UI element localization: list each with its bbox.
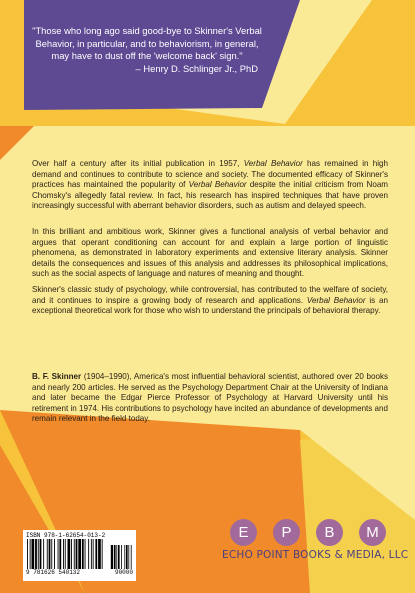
p1-text-start: Over half a century after its initial publication in 1957, [32, 159, 244, 168]
description-paragraph-3 [32, 285, 388, 317]
p3-text-start: Skinner's classic study of psychology, while controversial, has contributed to the welfare of society, and it continues to inspire a growing body of research and applications. [32, 285, 388, 305]
publisher-name: ECHO POINT BOOKS & MEDIA, LLC [222, 549, 409, 561]
description-paragraph-2: In this brilliant and ambitious work, Skinner gives a functional analysis of verbal behavior and argues that operant conditioning can account for and explain a large portion of linguistic phenomena, as demonstrated in laboratory experiments and extensive literary analysis. Skinner details the consequences and issues of this analysis and addresses its philosophical implications, such as the social aspects of language and natures of meaning and thought. [32, 227, 388, 279]
barcode-digits-row [26, 569, 133, 576]
quote-attribution: – Henry D. Schlinger Jr., PhD [135, 62, 258, 74]
publisher-logo [222, 519, 409, 561]
isbn-barcode [23, 530, 136, 581]
barcode-digits: 9 781626 540132 [26, 569, 81, 576]
author-bio-text: (1904–1990), America's most influential behavioral scientist, authored over 20 books and nearly 200 articles. He served as the Psychology Department Chair at the University of Indiana and later became the Edgar Pierce Professor of Psychology at Harvard University until his retirement in 1974. His contributions to psychology have incited an abundance of developments and remain relevant in the field today. [32, 372, 388, 424]
p1-text-end: despite the initial criticism from Noam Chomsky's allegedly fatal review. In fact, his research has inspired techniques that have proven increasingly successful with aberrant behavior disorders, such as autism and delayed speech. [32, 180, 389, 211]
logo-letter-e: E [230, 519, 257, 546]
logo-letter-p: P [273, 519, 300, 546]
p1-text-middle: has remained in high demand and continues to contribute to science and society. The documented efficacy of Skinner's practices has maintained the popularity of [32, 159, 388, 190]
endorsement-quote [32, 25, 262, 75]
barcode-bars [26, 539, 133, 569]
book-title-italic: Verbal Behavior [188, 180, 247, 190]
p3-text-end: is an exceptional theoretical work for those who wish to understand the principals of behavioral therapy. [32, 295, 388, 316]
logo-letter-m: M [359, 519, 386, 546]
description-paragraph-1 [32, 159, 388, 212]
book-title-italic: Verbal Behavior [243, 159, 303, 168]
price-code: 90000 [114, 569, 133, 576]
isbn-label: ISBN 978-1-62654-013-2 [26, 532, 106, 539]
author-name: B. F. Skinner [32, 372, 82, 381]
author-bio [32, 372, 388, 425]
logo-letter-b: B [316, 519, 343, 546]
logo-letter-circles [222, 519, 394, 546]
book-title-italic: Verbal Behavior [306, 295, 366, 305]
quote-text: "Those who long ago said good-bye to Skinner's Verbal Behavior, in particular, and to behaviorism, in general, may have to dust off the 'welcome back' sign." [32, 25, 262, 62]
